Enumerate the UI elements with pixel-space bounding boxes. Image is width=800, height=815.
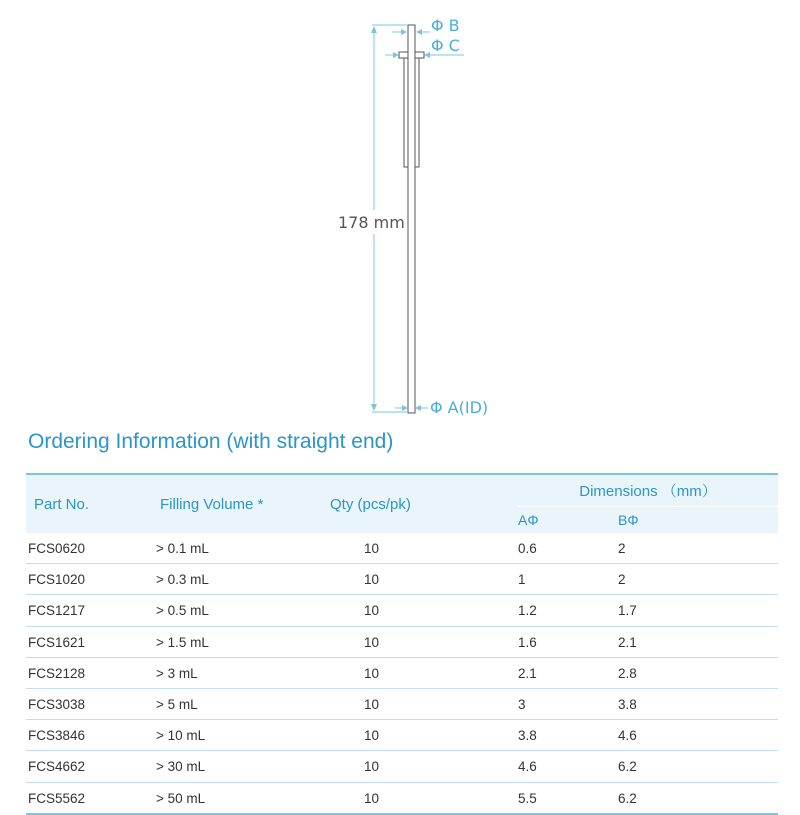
section-title: Ordering Information (with straight end): [28, 430, 394, 453]
dimension-a-cell: 1.2: [518, 595, 614, 626]
table-row: [26, 782, 778, 814]
dimension-a-cell: 5.5: [518, 782, 614, 814]
part-no-cell: FCS2128: [26, 657, 152, 688]
qty-cell: 10: [322, 782, 518, 814]
part-no-cell: FCS4662: [26, 751, 152, 782]
table-row: [26, 657, 778, 688]
filling-volume-cell: > 5 mL: [152, 688, 322, 719]
part-no-cell: FCS1020: [26, 564, 152, 595]
filling-volume-cell: > 3 mL: [152, 657, 322, 688]
dimension-b-cell: 2: [614, 564, 778, 595]
dimension-a-cell: 2.1: [518, 657, 614, 688]
dimension-b-cell: 2.8: [614, 657, 778, 688]
filling-volume-cell: > 0.5 mL: [152, 595, 322, 626]
dimension-a-cell: 3: [518, 688, 614, 719]
header-a-phi: AΦ: [518, 507, 614, 534]
header-dimensions: Dimensions （mm）: [518, 474, 778, 507]
part-no-cell: FCS0620: [26, 533, 152, 564]
qty-cell: 10: [322, 533, 518, 564]
filling-volume-cell: > 0.1 mL: [152, 533, 322, 564]
qty-cell: 10: [322, 720, 518, 751]
table-row: [26, 720, 778, 751]
filling-volume-cell: > 10 mL: [152, 720, 322, 751]
qty-cell: 10: [322, 595, 518, 626]
table-body: [26, 533, 778, 814]
dimension-a-cell: 4.6: [518, 751, 614, 782]
table-row: [26, 595, 778, 626]
filling-volume-cell: > 1.5 mL: [152, 626, 322, 657]
dimension-b-cell: 6.2: [614, 782, 778, 814]
dimension-b-cell: 3.8: [614, 688, 778, 719]
table-row: [26, 564, 778, 595]
header-filling-volume: Filling Volume *: [152, 474, 322, 533]
filling-volume-cell: > 50 mL: [152, 782, 322, 814]
qty-cell: 10: [322, 564, 518, 595]
qty-cell: 10: [322, 751, 518, 782]
table-row: [26, 688, 778, 719]
table-row: [26, 751, 778, 782]
qty-cell: 10: [322, 688, 518, 719]
part-no-cell: FCS3846: [26, 720, 152, 751]
table-row: [26, 626, 778, 657]
table-row: [26, 533, 778, 564]
header-qty: Qty (pcs/pk): [322, 474, 518, 533]
length-label: 178 mm: [338, 213, 405, 232]
dimension-a-cell: 1: [518, 564, 614, 595]
dimension-b-cell: 4.6: [614, 720, 778, 751]
filling-volume-cell: > 0.3 mL: [152, 564, 322, 595]
filling-volume-cell: > 30 mL: [152, 751, 322, 782]
dimension-b-cell: 2.1: [614, 626, 778, 657]
dimension-a-cell: 0.6: [518, 533, 614, 564]
phi-c-label: Φ C: [431, 36, 460, 55]
part-no-cell: FCS3038: [26, 688, 152, 719]
dimension-b-cell: 6.2: [614, 751, 778, 782]
dimension-a-cell: 1.6: [518, 626, 614, 657]
qty-cell: 10: [322, 657, 518, 688]
ordering-table: [26, 473, 778, 815]
header-part-no: Part No.: [26, 474, 152, 533]
header-b-phi: BΦ: [614, 507, 778, 534]
dimension-a-cell: 3.8: [518, 720, 614, 751]
part-no-cell: FCS1621: [26, 626, 152, 657]
part-no-cell: FCS1217: [26, 595, 152, 626]
qty-cell: 10: [322, 626, 518, 657]
dimension-b-cell: 1.7: [614, 595, 778, 626]
phi-b-label: Φ B: [431, 16, 460, 35]
dimension-b-cell: 2: [614, 533, 778, 564]
part-no-cell: FCS5562: [26, 782, 152, 814]
phi-a-label: Φ A(ID): [430, 398, 489, 417]
